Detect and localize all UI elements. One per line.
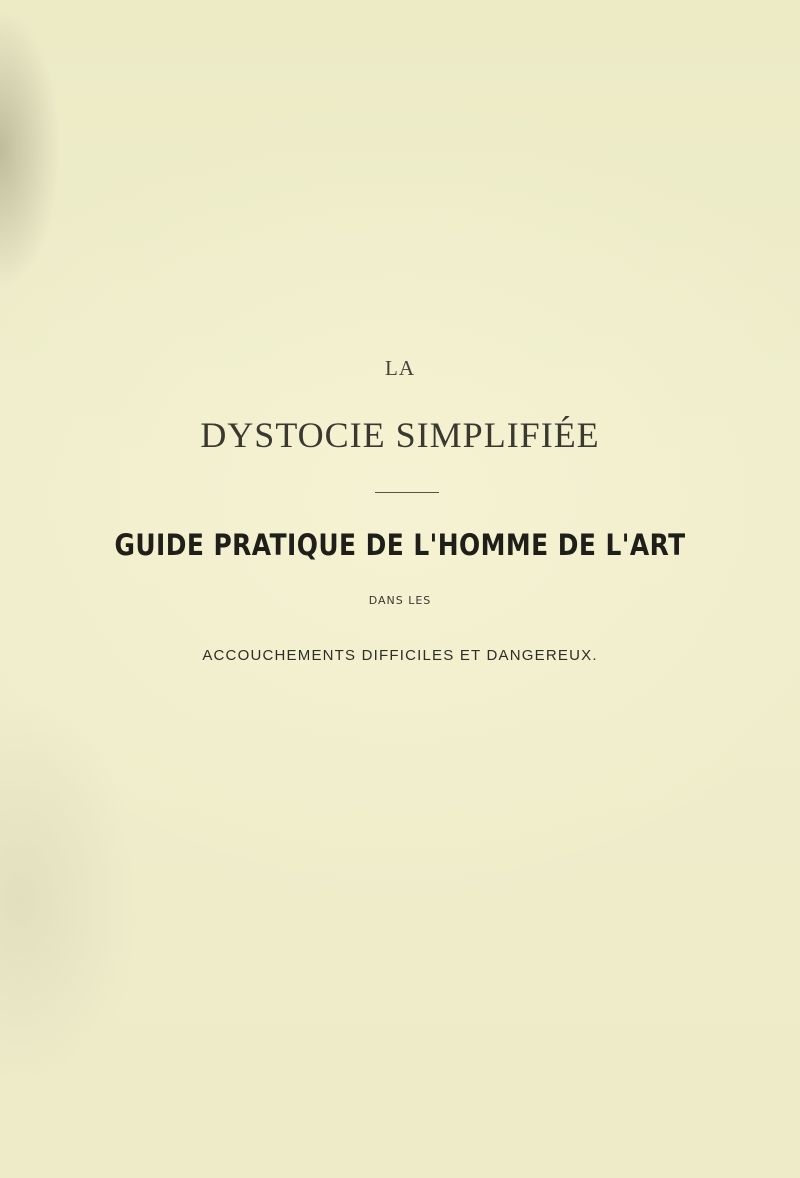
title-divider bbox=[375, 492, 439, 493]
subtitle: GUIDE PRATIQUE DE L'HOMME DE L'ART bbox=[114, 528, 686, 562]
subtitle-connector: DANS LES bbox=[368, 594, 432, 607]
main-title: DYSTOCIE SIMPLIFIÉE bbox=[200, 415, 600, 455]
title-article: LA bbox=[385, 356, 415, 380]
subtitle-subject: ACCOUCHEMENTS DIFFICILES ET DANGEREUX. bbox=[202, 647, 598, 664]
